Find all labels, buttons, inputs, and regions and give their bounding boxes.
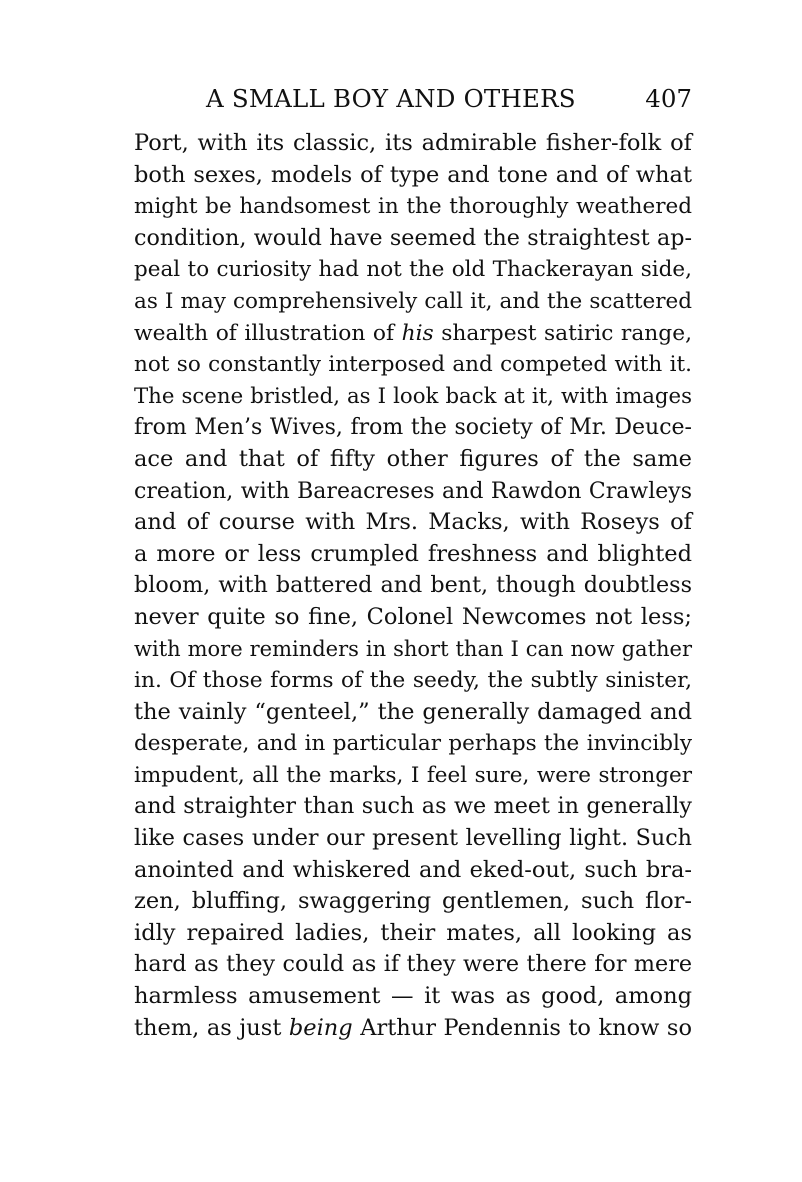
text-line: ace and that of fifty other figures of the same <box>134 445 692 472</box>
running-title: A SMALL BOY AND OTHERS <box>206 84 576 113</box>
text-line: the vainly “genteel,” the generally damaged and <box>134 698 692 725</box>
text-line: anointed and whiskered and eked-out, such bra- <box>134 856 692 883</box>
text-line: like cases under our present levelling light. Such <box>134 825 692 852</box>
text-line: hard as they could as if they were there for mere <box>134 951 692 978</box>
text-segment: them, as just <box>134 1014 289 1041</box>
text-line: creation, with Bareacreses and Rawdon Crawleys <box>134 478 692 504</box>
text-line: condition, would have seemed the straightest ap- <box>134 224 692 251</box>
text-line: not so constantly interposed and competed with it. <box>134 352 692 378</box>
text-line: and straighter than such as we meet in generally <box>134 793 692 820</box>
running-head <box>134 82 692 116</box>
text-line: bloom, with battered and bent, though doubtless <box>134 572 692 599</box>
text-line: never quite so fine, Colonel Newcomes not less; <box>134 603 692 630</box>
text-line: impudent, all the marks, I feel sure, were stronger <box>134 762 692 788</box>
text-line: both sexes, models of type and tone and of what <box>134 161 692 188</box>
text-line <box>134 1013 692 1045</box>
text-line: from Men’s Wives, from the society of Mr. Deuce- <box>134 415 692 441</box>
body-text <box>134 128 692 1044</box>
text-line: a more or less crumpled freshness and blighted <box>134 540 692 567</box>
text-line: zen, bluffing, swaggering gentlemen, such flor- <box>134 888 692 915</box>
text-line: as I may comprehensively call it, and the scattered <box>134 288 692 314</box>
italic-word: being <box>288 1014 353 1041</box>
text-line: in. Of those forms of the seedy, the subtly sinister, <box>134 668 692 694</box>
text-line: might be handsomest in the thoroughly weathered <box>134 194 692 220</box>
text-line: with more reminders in short than I can now gather <box>134 636 692 661</box>
text-line: peal to curiosity had not the old Thackerayan side, <box>134 257 692 283</box>
text-line <box>134 318 692 350</box>
text-line: desperate, and in particular perhaps the invincibly <box>134 731 692 757</box>
text-segment: wealth of illustration of <box>134 320 402 346</box>
text-segment: sharpest satiric range, <box>433 320 692 346</box>
text-line: Port, with its classic, its admirable fisher-folk of <box>134 130 692 156</box>
text-line: and of course with Mrs. Macks, with Roseys of <box>134 509 692 536</box>
italic-word: his <box>401 320 434 346</box>
text-line: harmless amusement — it was as good, among <box>134 983 692 1010</box>
text-line: idly repaired ladies, their mates, all looking as <box>134 919 692 946</box>
text-segment: Arthur Pendennis to know so <box>352 1014 692 1041</box>
page-number: 407 <box>645 84 692 113</box>
text-line: The scene bristled, as I look back at it, with images <box>134 383 692 409</box>
